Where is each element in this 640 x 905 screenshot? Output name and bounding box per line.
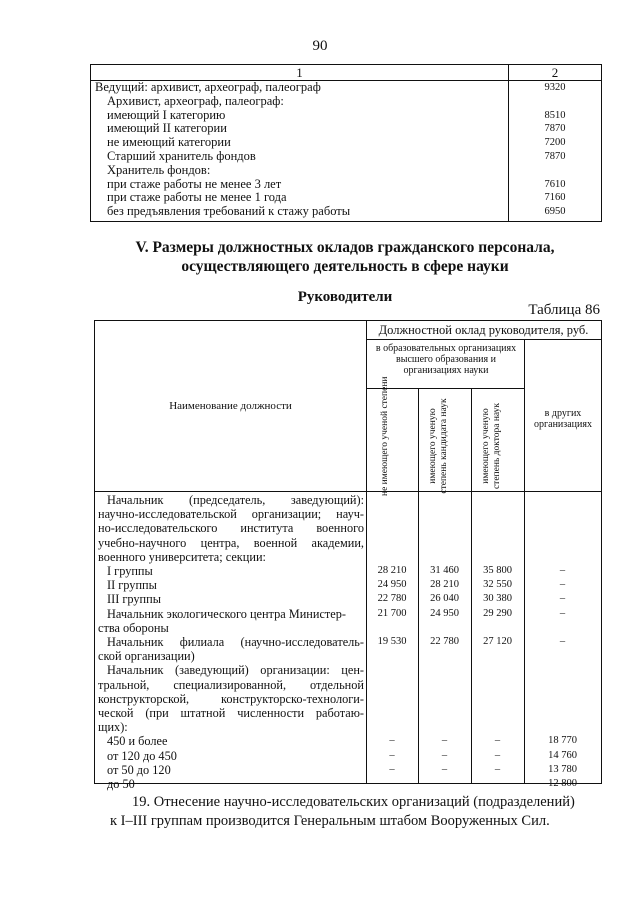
salary-cell-a: 22 780 bbox=[377, 593, 407, 605]
salary-cell-b: – bbox=[441, 749, 448, 761]
salary-cell-b: 31 460 bbox=[430, 565, 459, 576]
salary-cell-c: 32 550 bbox=[483, 579, 512, 591]
archive-position-column bbox=[91, 81, 509, 221]
position-name-line: военного университета; секции: bbox=[98, 549, 266, 564]
salary-cell-d: 18 770 bbox=[548, 735, 577, 747]
position-name-line: но-исследовательского института военного bbox=[98, 521, 364, 536]
section-title-line2: осуществляющего деятельность в сфере науки bbox=[181, 258, 509, 275]
salary-cell-b: 24 950 bbox=[430, 607, 459, 619]
divider bbox=[524, 339, 525, 783]
position-name-line: от 50 до 120 bbox=[107, 762, 171, 777]
archive-position-label: имеющий I категорию bbox=[107, 107, 226, 122]
archive-salary-value: 7160 bbox=[544, 192, 566, 204]
position-name-header: Наименование должности bbox=[169, 400, 292, 412]
archive-salary-value: 8510 bbox=[544, 109, 566, 121]
footer-line2: к I–III группам производится Генеральным штабом Вооруженных Сил. bbox=[110, 813, 550, 829]
archive-position-label: при стаже работы не менее 1 года bbox=[107, 190, 287, 205]
salary-cell-d: – bbox=[559, 607, 566, 619]
salary-cell-a: – bbox=[389, 763, 395, 775]
position-name-line: ства обороны bbox=[98, 620, 169, 635]
archive-header-col1: 1 bbox=[91, 65, 509, 80]
position-name-line: щих): bbox=[98, 720, 128, 735]
salary-cell-c: – bbox=[494, 778, 501, 789]
position-name-line: 450 и более bbox=[107, 734, 168, 749]
archive-salary-value: 6950 bbox=[544, 206, 566, 218]
salary-cell-c: – bbox=[494, 763, 501, 775]
archive-salary-value: 9320 bbox=[544, 82, 566, 93]
salary-cell-b: – bbox=[441, 735, 448, 747]
position-name-line: Начальник экологического центра Министер- bbox=[107, 606, 346, 621]
salary-cell-c: 30 380 bbox=[483, 593, 512, 605]
salary-cell-b: 28 210 bbox=[430, 579, 459, 591]
science-managers-table bbox=[94, 320, 602, 792]
footer-note bbox=[110, 793, 600, 831]
archive-salary-column bbox=[509, 81, 601, 221]
position-name-line: ческой (при штатной численности работаю- bbox=[98, 706, 364, 721]
archive-position-label: имеющий II категории bbox=[107, 121, 227, 136]
archive-position-label: Старший хранитель фондов bbox=[107, 148, 256, 163]
education-organizations-header: в образовательных организациях высшего образования и организациях науки bbox=[375, 343, 517, 376]
salary-cell-c: 29 290 bbox=[483, 607, 512, 619]
archive-salary-value: 7870 bbox=[544, 123, 566, 135]
position-name-line: Начальник филиала (научно-исследователь- bbox=[107, 635, 364, 650]
page-number: 90 bbox=[312, 38, 328, 54]
position-name-line: от 120 до 450 bbox=[107, 748, 177, 763]
salary-cell-b: 22 780 bbox=[430, 636, 459, 647]
salary-cell-b: 26 040 bbox=[430, 593, 459, 605]
section-title bbox=[90, 238, 600, 276]
salary-cell-a: 21 700 bbox=[377, 607, 407, 619]
doctor-degree-header: имеющего ученую степень доктора наук bbox=[481, 402, 502, 490]
archive-salary-value: 7870 bbox=[544, 150, 566, 162]
position-names bbox=[98, 493, 364, 791]
salary-cell-a: – bbox=[389, 749, 395, 761]
archive-position-label: без предъявления требований к стажу работы bbox=[107, 204, 351, 219]
table-number: Таблица 86 bbox=[528, 302, 600, 318]
footer-line1: 19. Отнесение научно-исследовательских организаций (подразделений) bbox=[132, 794, 575, 810]
salary-cell-d: – bbox=[559, 579, 566, 591]
position-name-line: тральной, специализированной, отдельной bbox=[98, 677, 364, 692]
salary-cell-a: – bbox=[389, 778, 395, 789]
salary-cell-d: – bbox=[559, 593, 566, 605]
position-name-line: II группы bbox=[107, 578, 157, 593]
salary-cell-a: 28 210 bbox=[377, 565, 407, 576]
position-name-line: до 50 bbox=[107, 777, 135, 792]
salary-cell-d: 12 800 bbox=[548, 778, 577, 789]
salary-header: Должностной оклад руководителя, руб. bbox=[378, 323, 589, 337]
salary-cell-d: – bbox=[559, 565, 566, 576]
salary-cell-b: – bbox=[441, 778, 448, 789]
archive-table-header bbox=[91, 65, 601, 81]
archive-header-col2: 2 bbox=[551, 65, 559, 80]
section-title-line1: V. Размеры должностных окладов гражданского персонала, bbox=[135, 239, 555, 256]
salary-cell-d: – bbox=[559, 636, 566, 647]
other-organizations-header: в других организациях bbox=[534, 408, 592, 430]
no-degree-header: не имеющего ученой степени bbox=[380, 376, 390, 496]
salary-cell-d: 13 780 bbox=[548, 763, 577, 775]
archive-position-label: Ведущий: архивист, археограф, палеограф bbox=[95, 80, 321, 94]
position-name-line: ской организации) bbox=[98, 649, 195, 664]
salary-cell-a: 24 950 bbox=[377, 579, 407, 591]
archive-salary-value bbox=[509, 164, 601, 178]
salary-cell-a: 19 530 bbox=[377, 636, 407, 647]
divider bbox=[366, 339, 601, 340]
salary-cell-b: – bbox=[441, 763, 448, 775]
divider bbox=[366, 321, 367, 783]
position-name-line: III группы bbox=[107, 592, 161, 607]
salary-cell-c: – bbox=[494, 735, 501, 747]
salary-cell-c: – bbox=[494, 749, 501, 761]
candidate-degree-header: имеющего ученую степень кандидата наук bbox=[428, 398, 449, 494]
archive-position-label: Архивист, археограф, палеограф: bbox=[107, 93, 284, 108]
archive-salary-value bbox=[509, 95, 601, 109]
position-name-line: конструкторской, конструкторско-технологи- bbox=[98, 691, 364, 706]
archive-position-label: Хранитель фондов: bbox=[107, 162, 211, 177]
position-name-line: I группы bbox=[107, 564, 153, 579]
position-name-line: Начальник (председатель, заведующий): bbox=[107, 493, 364, 507]
archive-salary-value: 7610 bbox=[544, 178, 566, 190]
archive-position-label: не имеющий категории bbox=[107, 135, 231, 150]
salary-cell-c: 35 800 bbox=[483, 565, 512, 576]
archive-position-label: при стаже работы не менее 3 лет bbox=[107, 176, 282, 191]
divider bbox=[95, 491, 601, 492]
position-name-line: учебно-научного центра, военной академии, bbox=[98, 535, 364, 550]
salary-cell-d: 14 760 bbox=[548, 749, 577, 761]
position-name-line: Начальник (заведующий) организации: цен- bbox=[107, 663, 364, 678]
archive-salary-value: 7200 bbox=[544, 137, 566, 149]
position-name-line: научно-исследовательской организации; науч- bbox=[98, 507, 364, 522]
salary-cell-a: – bbox=[389, 735, 395, 747]
salary-cell-c: 27 120 bbox=[483, 636, 512, 647]
archive-staff-table bbox=[90, 64, 602, 222]
subtitle: Руководители bbox=[297, 289, 393, 305]
